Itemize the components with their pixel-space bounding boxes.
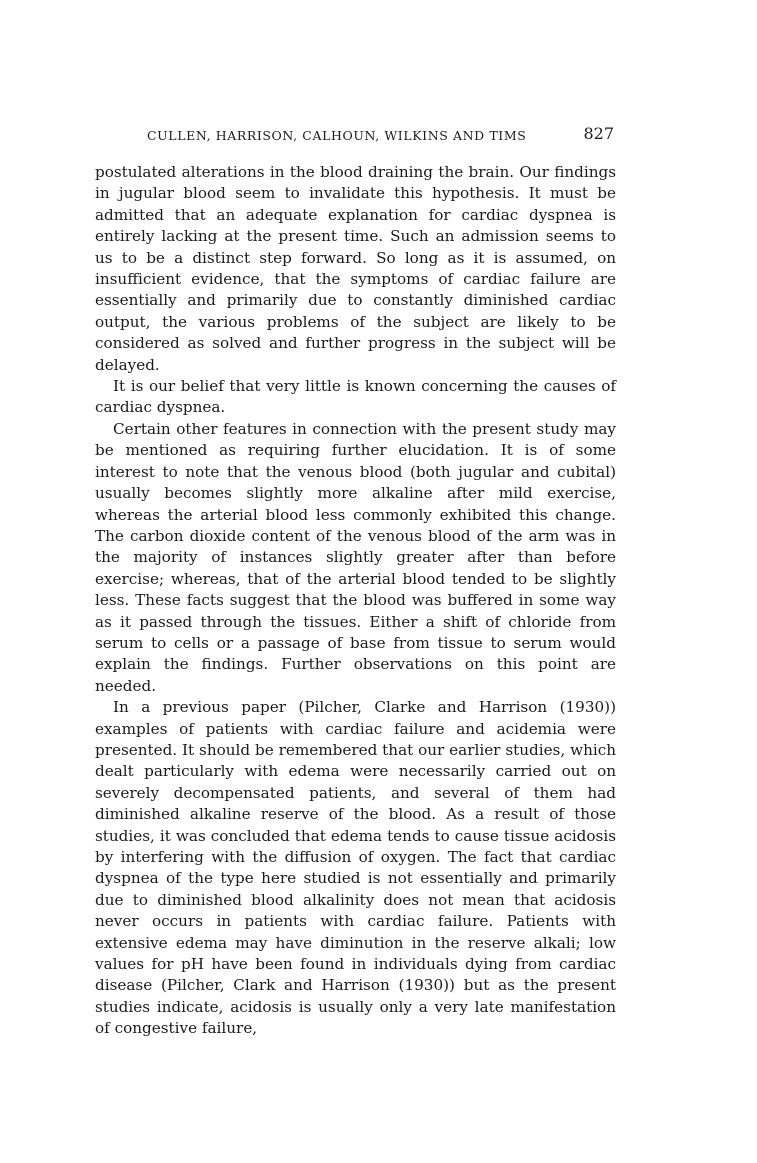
paragraph: It is our belief that very little is known concerning the causes of cardiac dyspnea.	[95, 377, 616, 417]
paragraph: In a previous paper (Pilcher, Clarke and Harrison (1930)) examples of patients with cardiac failure and acidemia were presented. It should be remembered that our earlier studies, which dealt particularly with edema were necessarily carried out on severely decompensated patients, and several of them had diminished alkaline reserve of the blood. As a result of those studies, it was concluded that edema tends to cause tissue acidosis by interfering with the diffusion of oxygen. The fact that cardiac dyspnea of the type here studied is not essentially and primarily due to diminished blood alkalinity does not mean that acidosis never occurs in patients with cardiac failure. Patients with extensive edema may have diminution in the reserve alkali; low values for pH have been found in individuals dying from cardiac disease (Pilcher, Clark and Harrison (1930)) but as the present studies indicate, acidosis is usually only a very late manifestation of congestive failure,	[95, 698, 616, 1038]
page	[95, 124, 616, 1040]
running-head	[95, 124, 616, 148]
running-head-authors: CULLEN, HARRISON, CALHOUN, WILKINS AND TIMS	[147, 128, 527, 143]
paragraph: Certain other features in connection with the present study may be mentioned as requiring further elucidation. It is of some interest to note that the venous blood (both jugular and cubital) usually becomes slightly more alkaline after mild exercise, whereas the arterial blood less commonly exhibited this change. The carbon dioxide content of the venous blood of the arm was in the majority of instances slightly greater after than before exercise; whereas, that of the arterial blood tended to be slightly less. These facts suggest that the blood was buffered in some way as it passed through the tissues. Either a shift of chloride from serum to cells or a passage of base from tissue to serum would explain the findings. Further observations on this point are needed.	[95, 419, 616, 695]
page-number: 827	[583, 124, 614, 143]
body-text	[95, 162, 616, 1040]
paragraph-continued: postulated alterations in the blood draining the brain. Our findings in jugular blood seem to invalidate this hypothesis. It must be admitted that an adequate explanation for cardiac dyspnea is entirely lacking at the present time. Such an admission seems to us to be a distinct step forward. So long as it is assumed, on insufficient evidence, that the symptoms of cardiac failure are essentially and primarily due to constantly diminished cardiac output, the various problems of the subject are likely to be considered as solved and further progress in the subject will be delayed.	[95, 163, 616, 374]
